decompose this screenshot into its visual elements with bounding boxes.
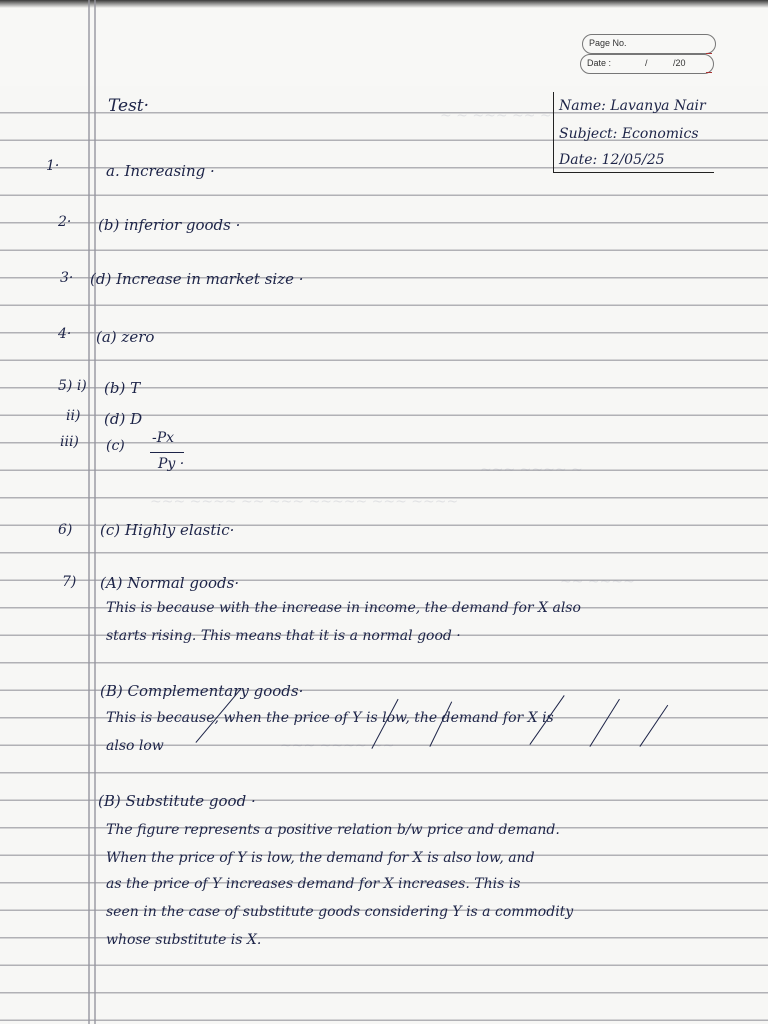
question-number: 4· bbox=[58, 326, 72, 342]
bleed-through-text: ~~~ ~~~~ ~~ ~~~ ~~~~~ ~~~ ~~~~ bbox=[150, 494, 459, 510]
answer-subheading: (B) Substitute good · bbox=[98, 792, 256, 810]
answer-text: (d) Increase in market size · bbox=[90, 270, 304, 288]
margin-line bbox=[88, 0, 90, 1024]
fraction-bar bbox=[150, 452, 184, 453]
answer-text: (b) T bbox=[104, 379, 141, 397]
date-year: /20 bbox=[673, 58, 686, 68]
answer-text: (c) Highly elastic· bbox=[100, 521, 235, 539]
answer-line: seen in the case of substitute goods considering Y is a commodity bbox=[106, 904, 574, 920]
subject: Subject: Economics bbox=[559, 126, 699, 142]
answer-option: (c) bbox=[106, 438, 125, 454]
margin-line bbox=[94, 0, 96, 1024]
answer-line: starts rising. This means that it is a normal good · bbox=[106, 628, 461, 644]
bleed-through-text: ~~~ ~~~~ ~ bbox=[480, 462, 583, 478]
question-number: 5) i) bbox=[58, 378, 87, 394]
answer-text: (d) D bbox=[104, 410, 143, 428]
question-number: 6) bbox=[58, 522, 73, 538]
answer-subheading: (B) Complementary goods· bbox=[100, 682, 304, 700]
strike-mark bbox=[639, 705, 668, 747]
sub-question-number: iii) bbox=[60, 434, 79, 450]
bleed-through-text: ~~ ~~~~ bbox=[560, 574, 635, 590]
question-number: 1· bbox=[46, 158, 60, 174]
bleed-through-text: ~~~ ~~~~ ~~ bbox=[280, 738, 395, 754]
sub-question-number: ii) bbox=[66, 408, 81, 424]
header-tick bbox=[706, 72, 712, 73]
answer-text: (b) inferior goods · bbox=[98, 216, 241, 234]
test-date: Date: 12/05/25 bbox=[559, 152, 665, 168]
answer-line: whose substitute is X. bbox=[106, 932, 262, 948]
page-number-field bbox=[582, 34, 716, 54]
question-number: 3· bbox=[60, 270, 74, 286]
fraction-numerator: -Px bbox=[152, 430, 175, 446]
answer-line: This is because, when the price of Y is low, the demand for X is bbox=[106, 710, 554, 726]
answer-line: When the price of Y is low, the demand for X is also low, and bbox=[106, 850, 535, 866]
date-slash: / bbox=[645, 58, 648, 68]
date-label: Date : bbox=[587, 58, 612, 68]
answer-line: also low bbox=[106, 738, 164, 754]
answer-line: The figure represents a positive relation b/w price and demand. bbox=[106, 822, 560, 838]
fraction-denominator: Py · bbox=[158, 456, 185, 472]
answer-line: as the price of Y increases demand for X increases. This is bbox=[106, 876, 521, 892]
question-number: 7) bbox=[62, 574, 77, 590]
page-top-shadow bbox=[0, 0, 768, 8]
bleed-through-text: ~ ~ ~~~ ~~ ~ bbox=[440, 108, 552, 124]
page-title: Test· bbox=[108, 96, 150, 116]
answer-text: (a) zero bbox=[96, 328, 155, 346]
answer-text: a. Increasing · bbox=[106, 162, 215, 180]
header-tick bbox=[706, 53, 712, 54]
page-number-label: Page No. bbox=[589, 38, 627, 48]
answer-line: This is because with the increase in income, the demand for X also bbox=[106, 600, 581, 616]
question-number: 2· bbox=[58, 214, 72, 230]
strike-mark bbox=[589, 699, 620, 747]
answer-subheading: (A) Normal goods· bbox=[100, 574, 240, 592]
date-field bbox=[580, 54, 714, 74]
student-name: Name: Lavanya Nair bbox=[559, 98, 706, 114]
